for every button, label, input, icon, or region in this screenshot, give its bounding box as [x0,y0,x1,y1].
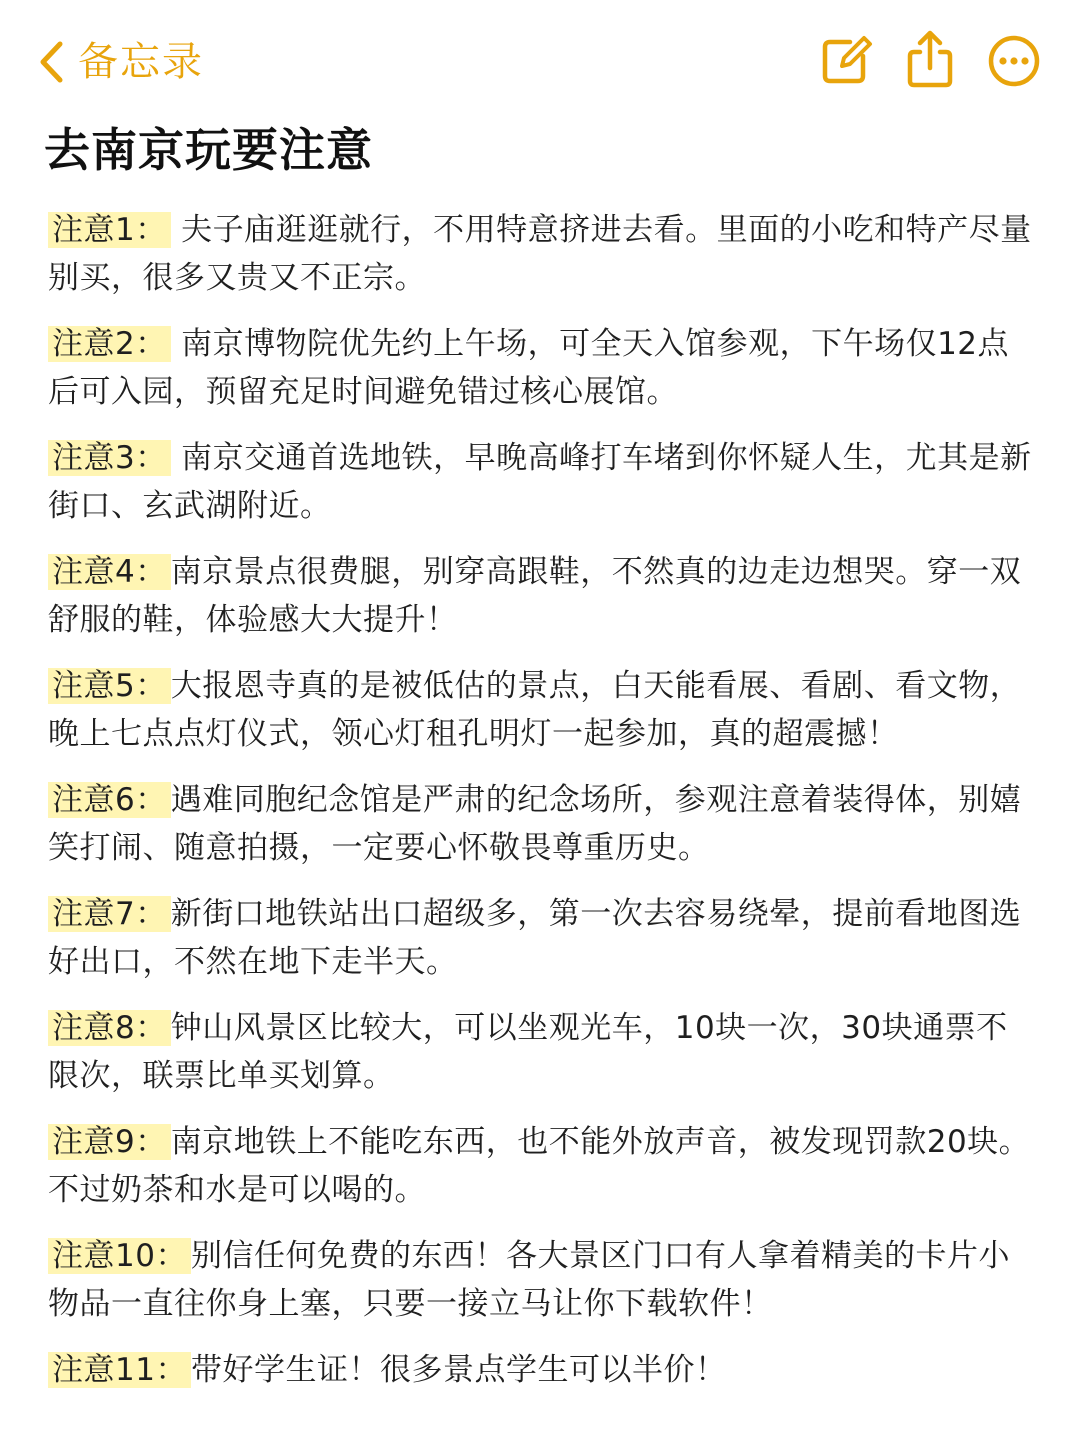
note-item-text: 大报恩寺真的是被低估的景点，白天能看展、看剧、看文物，晚上七点点灯仪式，领心灯租孔明灯一起参加，真的超震撼！ [48,668,1022,752]
note-item [48,434,1038,530]
note-item [48,890,1038,986]
note-item [48,662,1038,758]
note-item-label: 注意3： [48,440,171,476]
navigation-bar [0,0,1080,120]
note-item [48,1118,1038,1214]
note-item [48,320,1038,416]
note-item-label: 注意11： [48,1352,191,1388]
note-item [48,1004,1038,1100]
note-item [48,206,1038,302]
note-item-label: 注意4： [48,554,171,590]
note-item-label: 注意1： [48,212,171,248]
note-item-text: 南京地铁上不能吃东西，也不能外放声音，被发现罚款20块。不过奶茶和水是可以喝的。 [48,1124,1031,1208]
note-item-label: 注意7： [48,896,171,932]
note-item-label: 注意6： [48,782,171,818]
note-item-text: 南京博物院优先约上午场，可全天入馆参观，下午场仅12点后可入园，预留充足时间避免错过核心展馆。 [48,326,1010,410]
note-item-text: 遇难同胞纪念馆是严肃的纪念场所，参观注意着装得体，别嬉笑打闹、随意拍摄，一定要心怀敬畏尊重历史。 [48,782,1022,866]
back-label: 备忘录 [78,39,204,85]
chevron-left-icon [36,39,66,85]
note-item-text: 带好学生证！很多景点学生可以半价！ [190,1352,727,1388]
note-item-label: 注意2： [48,326,171,362]
note-item-text: 新街口地铁站出口超级多，第一次去容易绕晕，提前看地图选好出口，不然在地下走半天。 [48,896,1022,980]
note-item-label: 注意5： [48,668,171,704]
note-item-label: 注意8： [48,1010,171,1046]
note-item [48,1346,1038,1394]
note-item-text: 南京交通首选地铁，早晚高峰打车堵到你怀疑人生，尤其是新街口、玄武湖附近。 [48,440,1032,524]
note-item-text: 钟山风景区比较大，可以坐观光车，10块一次，30块通票不限次，联票比单买划算。 [48,1010,1008,1094]
more-icon[interactable] [986,30,1042,90]
back-button[interactable] [36,34,204,90]
note-item-text: 别信任何免费的东西！各大景区门口有人拿着精美的卡片小物品一直往你身上塞，只要一接立马让你下载软件！ [48,1238,1010,1322]
note-body[interactable] [48,206,1038,1412]
compose-icon[interactable] [818,30,874,90]
note-item-label: 注意9： [48,1124,171,1160]
note-item [48,776,1038,872]
note-item-text: 夫子庙逛逛就行，不用特意挤进去看。里面的小吃和特产尽量别买，很多又贵又不正宗。 [48,212,1032,296]
note-item [48,548,1038,644]
share-icon[interactable] [902,30,958,90]
note-item-label: 注意10： [48,1238,191,1274]
note-item [48,1232,1038,1328]
note-title: 去南京玩要注意 [44,123,373,177]
note-item-text: 南京景点很费腿，别穿高跟鞋，不然真的边走边想哭。穿一双舒服的鞋，体验感大大提升！ [48,554,1022,638]
